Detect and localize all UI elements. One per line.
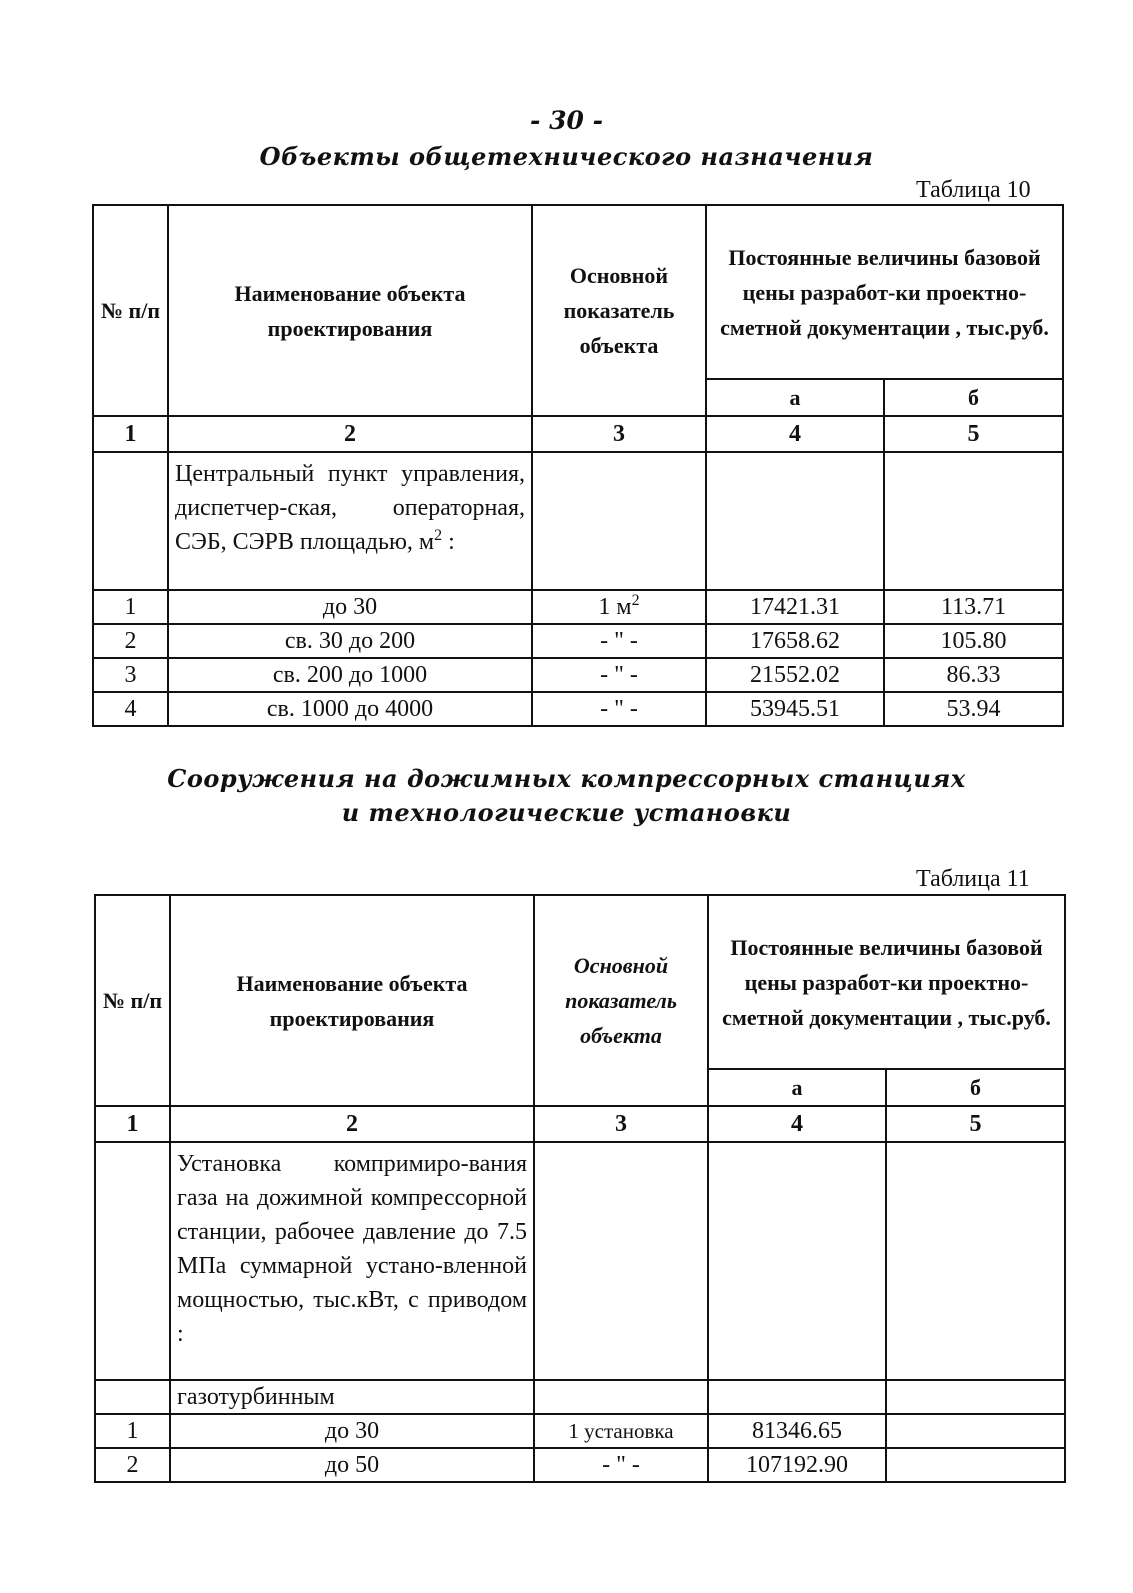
row-value-a: 21552.02 — [706, 658, 884, 692]
group-description: Установка компримиро-вания газа на дожимной компрессорной станции, рабочее давление до 7.5 МПа суммарной устано-вленной мощностью, тыс.кВт, с приводом : — [170, 1142, 534, 1380]
row-unit: - " - — [532, 692, 706, 726]
header-main-indicator: Основной показатель объекта — [534, 895, 708, 1106]
col-number: 5 — [884, 416, 1063, 452]
row-value-a: 53945.51 — [706, 692, 884, 726]
row-number: 4 — [93, 692, 168, 726]
table-row — [93, 624, 1063, 658]
row-name: св. 30 до 200 — [168, 624, 532, 658]
header-object-name: Наименование объекта проектирования — [170, 895, 534, 1106]
table-row — [95, 1414, 1065, 1448]
row-name: до 30 — [170, 1414, 534, 1448]
header-sub-b: б — [886, 1069, 1065, 1106]
table-11 — [94, 894, 1066, 1483]
row-name: св. 1000 до 4000 — [168, 692, 532, 726]
col-number: 1 — [93, 416, 168, 452]
header-number: № п/п — [95, 895, 170, 1106]
col-number: 4 — [706, 416, 884, 452]
col-number: 2 — [170, 1106, 534, 1142]
row-number: 1 — [93, 590, 168, 624]
section-title-general: Объекты общетехнического назначения — [259, 142, 874, 171]
table-row — [95, 1448, 1065, 1482]
row-value-a: 17421.31 — [706, 590, 884, 624]
column-numbers-row — [95, 1106, 1065, 1142]
header-sub-a: а — [708, 1069, 886, 1106]
table-10 — [92, 204, 1064, 727]
row-value-a: 17658.62 — [706, 624, 884, 658]
row-number: 1 — [95, 1414, 170, 1448]
col-number: 5 — [886, 1106, 1065, 1142]
col-number: 3 — [532, 416, 706, 452]
table-11-label: Таблица 11 — [916, 866, 1030, 892]
row-value-b: 105.80 — [884, 624, 1063, 658]
table-row — [93, 590, 1063, 624]
table-row — [93, 658, 1063, 692]
col-number: 3 — [534, 1106, 708, 1142]
row-value-a: 81346.65 — [708, 1414, 886, 1448]
subgroup-row — [95, 1380, 1065, 1414]
col-number: 2 — [168, 416, 532, 452]
header-base-price: Постоянные величины базовой цены разработ-ки проектно-сметной документации , тыс.руб. — [708, 895, 1065, 1069]
superscript: 2 — [434, 527, 443, 544]
row-number: 2 — [93, 624, 168, 658]
row-number: 2 — [95, 1448, 170, 1482]
row-value-b — [886, 1448, 1065, 1482]
header-object-name: Наименование объекта проектирования — [168, 205, 532, 416]
table-row — [93, 692, 1063, 726]
row-unit: - " - — [532, 658, 706, 692]
header-sub-b: б — [884, 379, 1063, 416]
group-description: Центральный пункт управления, диспетчер-ская, операторная, СЭБ, СЭРВ площадью, $м^2$ : — [168, 452, 532, 590]
row-unit: - " - — [532, 624, 706, 658]
row-number: 3 — [93, 658, 168, 692]
row-value-b: 86.33 — [884, 658, 1063, 692]
table-10-label: Таблица 10 — [916, 177, 1031, 203]
group-row — [95, 1142, 1065, 1380]
section-title-compressor-line1: Сооружения на дожимных компрессорных станциях — [167, 764, 966, 793]
row-name: до 30 — [168, 590, 532, 624]
row-unit: 1 $м^2$ — [532, 590, 706, 624]
header-main-indicator: Основной показатель объекта — [532, 205, 706, 416]
column-numbers-row — [93, 416, 1063, 452]
row-value-a: 107192.90 — [708, 1448, 886, 1482]
header-number: № п/п — [93, 205, 168, 416]
row-name: св. 200 до 1000 — [168, 658, 532, 692]
page-number: - 30 - — [530, 106, 603, 135]
subgroup-label: газотурбинным — [170, 1380, 534, 1414]
row-value-b: 53.94 — [884, 692, 1063, 726]
header-base-price: Постоянные величины базовой цены разработ-ки проектно-сметной документации , тыс.руб. — [706, 205, 1063, 379]
row-name: до 50 — [170, 1448, 534, 1482]
section-title-compressor-line2: и технологические установки — [341, 798, 792, 827]
group-row — [93, 452, 1063, 590]
col-number: 4 — [708, 1106, 886, 1142]
row-unit: - " - — [534, 1448, 708, 1482]
row-value-b — [886, 1414, 1065, 1448]
row-unit: 1 установка — [534, 1414, 708, 1448]
row-value-b: 113.71 — [884, 590, 1063, 624]
col-number: 1 — [95, 1106, 170, 1142]
header-sub-a: а — [706, 379, 884, 416]
